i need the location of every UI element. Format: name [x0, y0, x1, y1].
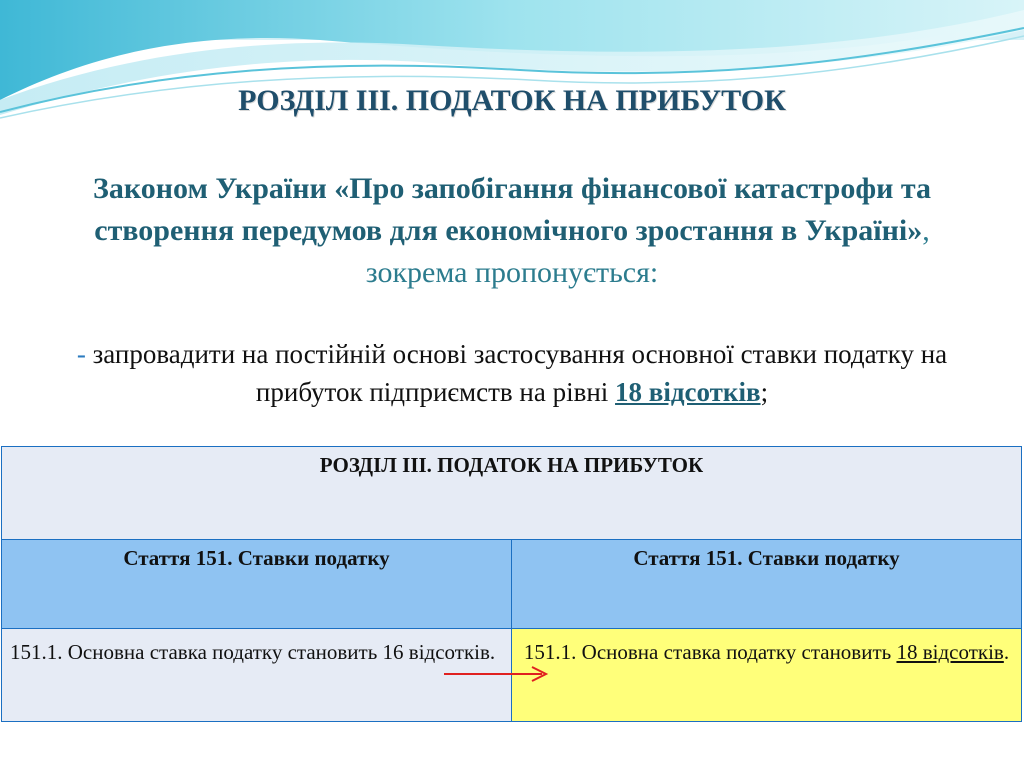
proposal-text: запровадити на постійній основі застосування основної ставки податку на прибуток підприємств на рівні [85, 339, 948, 407]
intro-paragraph [40, 168, 984, 294]
proposal-dash: - [76, 339, 86, 369]
new-rate-value: 18 відсотків [896, 640, 1004, 664]
article-right-cell: Стаття 151. Ставки податку [512, 540, 1022, 629]
article-left-cell: Стаття 151. Ставки податку [2, 540, 512, 629]
article-row [2, 540, 1022, 629]
proposal-end: ; [760, 377, 769, 407]
new-rate-cell [512, 629, 1022, 722]
proposal-rate: 18 відсотків [615, 377, 761, 407]
slide-title: РОЗДІЛ ІІІ. ПОДАТОК НА ПРИБУТОК [238, 84, 786, 117]
header-wave-decoration [0, 0, 1024, 140]
law-name: Законом України «Про запобігання фінансової катастрофи та створення передумов для економічного зростання в Україні» [93, 172, 931, 247]
intro-rest: , зокрема пропонується: [365, 214, 930, 289]
old-rate-cell: 151.1. Основна ставка податку становить 16 відсотків. [2, 629, 512, 722]
new-rate-suffix: . [1003, 640, 1010, 664]
proposal-paragraph [40, 335, 984, 411]
table-header-row [2, 447, 1022, 540]
right-arrow-icon [442, 664, 552, 684]
new-rate-prefix: 151.1. Основна ставка податку становить [523, 640, 897, 664]
table-header-cell: РОЗДІЛ ІІІ. ПОДАТОК НА ПРИБУТОК [2, 447, 1022, 540]
